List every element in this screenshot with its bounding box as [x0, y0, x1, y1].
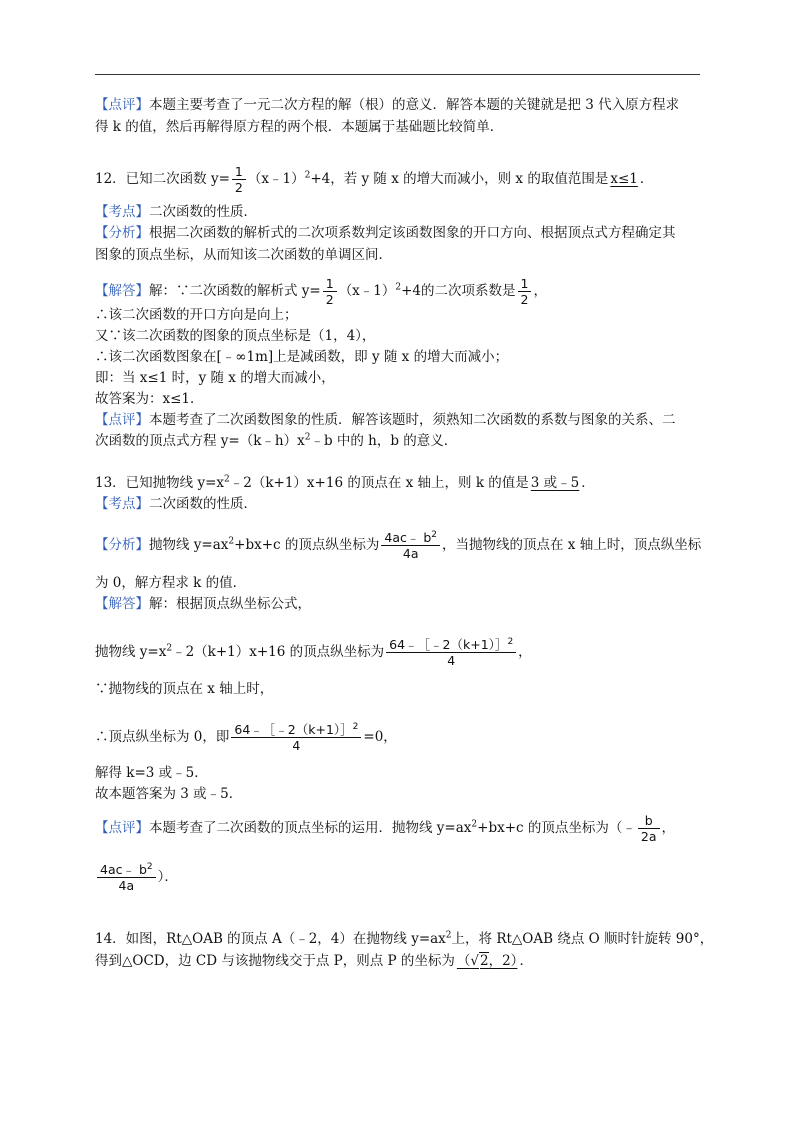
q13-fenxi-2: 为 0，解方程求 k 的值．	[95, 575, 247, 591]
q12-comment-2: 次函数的顶点式方程 $y=(k﹣h)x^2﹣b$ 中的 h，b 的意义．	[95, 432, 458, 449]
q11-comment-line-1: 【点评】本题主要考查了一元二次方程的解（根）的意义．解答本题的关键就是把 3 代入原方程求	[95, 97, 680, 113]
q12-fenxi-1: 【分析】根据二次函数的解析式的二次项系数判定该函数图象的开口方向、根据顶点式方程确定其	[95, 225, 676, 241]
q13-line-4: 解得 k=3 或﹣5．	[95, 765, 208, 781]
q12-stem: 12．已知二次函数 y= $\frac{1}{2}$ （x﹣1）$^2$+4，若 y 随 x 的增大而减小，则 x 的取值范围是 x≤1 ．	[95, 164, 654, 195]
q12-line-2: 又∵该二次函数的图象的顶点坐标是（1，4），	[95, 328, 376, 344]
q12-fenxi-2: 图象的顶点坐标，从而知该二次函数的单调区间．	[95, 247, 392, 263]
q12-line-3: ∴该二次函数图象在[﹣∞1m]上是减函数，即 y 随 x 的增大而减小；	[95, 349, 509, 365]
q13-line-3: ∴顶点纵坐标为 0，即 $\frac{64﹣[﹣2(k+1)]^2}{4}$ =0，	[95, 721, 397, 753]
fraction: $\frac{4ac﹣ b^2}{4a}$	[381, 530, 440, 561]
answer-blank: （√2，2）	[456, 953, 518, 969]
kaodian-label: 【考点】	[95, 204, 149, 220]
q13-line-2: ∵抛物线的顶点在 x 轴上时，	[95, 681, 274, 697]
jieda-label: 【解答】	[95, 283, 149, 299]
comment-label: 【点评】	[95, 820, 149, 836]
q13-comment-2: $\frac{4ac﹣ b^2}{4a}$ ）．	[95, 862, 178, 893]
q13-jieda: 【解答】解：根据顶点纵坐标公式，	[95, 596, 311, 612]
fraction: $\frac{4ac﹣ b^2}{4a}$	[97, 862, 156, 893]
jieda-label: 【解答】	[95, 596, 149, 612]
q12-line-4: 即：当 x≤1 时，y 随 x 的增大而减小，	[95, 370, 335, 386]
fraction: $\frac{1}{2}$	[518, 276, 532, 307]
q13-line-1: 抛物线 $y=x^2﹣2(k+1)x+16$ 的顶点纵坐标为 $\frac{64﹣[﹣2(k+1)]^2}{4}$ ，	[95, 636, 532, 668]
q12-comment-1: 【点评】本题考查了二次函数图象的性质．解答该题时，须熟知二次函数的系数与图象的关系、二	[95, 412, 676, 428]
fraction: $\frac{64﹣[﹣2(k+1)]^2}{4}$	[386, 637, 516, 668]
q12-line-1: ∴该二次函数的开口方向是向上；	[95, 307, 298, 323]
fenxi-label: 【分析】	[95, 537, 149, 553]
q13-fenxi-1: 【分析】抛物线 $y=ax^2+bx+c$ 的顶点纵坐标为 $\frac{4ac﹣ b^2}{4a}$ ，当抛物线的顶点在 x 轴上时，顶点纵坐标	[95, 529, 702, 561]
comment-label: 【点评】	[95, 97, 149, 113]
fenxi-label: 【分析】	[95, 225, 149, 241]
q13-comment-1: 【点评】本题考查了二次函数的顶点坐标的运用．抛物线 $y=ax^2+bx+c$ 的顶点坐标为（﹣ $\frac{b}{2a}$ ，	[95, 813, 675, 844]
q12-jieda: 【解答】解：∵二次函数的解析式 y= $\frac{1}{2}$ （x﹣1）$^2$+4的二次项系数是 $\frac{1}{2}$ ，	[95, 276, 547, 307]
fraction: $\frac{1}{2}$	[232, 164, 246, 195]
q14-stem-1: 14．如图，Rt△OAB 的顶点 A（﹣2，4）在抛物线 $y=ax^2$上，将 Rt△OAB 绕点 O 顺时针旋转 90°，	[95, 930, 714, 947]
answer-blank: x≤1	[610, 171, 638, 187]
header-rule	[95, 74, 700, 75]
kaodian-label: 【考点】	[95, 496, 149, 512]
fraction: $\frac{1}{2}$	[323, 276, 337, 307]
q14-stem-2: 得到△OCD，边 CD 与该抛物线交于点 P，则点 P 的坐标为 （√2，2） ．	[95, 953, 533, 969]
answer-blank: 3 或﹣5	[530, 475, 580, 491]
q13-stem: 13．已知抛物线 $y=x^2﹣2(k+1)x+16$ 的顶点在 x 轴上，则 k 的值是 3 或﹣5 ．	[95, 474, 595, 491]
fraction: $\frac{64﹣[﹣2(k+1)]^2}{4}$	[231, 722, 361, 753]
fraction: $\frac{b}{2a}$	[638, 813, 660, 844]
q13-kaodian: 【考点】二次函数的性质．	[95, 496, 257, 512]
q13-line-5: 故本题答案为 3 或﹣5．	[95, 786, 243, 802]
comment-label: 【点评】	[95, 412, 149, 428]
q12-kaodian: 【考点】二次函数的性质．	[95, 204, 257, 220]
q12-line-5: 故答案为：x≤1．	[95, 391, 204, 407]
q11-comment-line-2: 得 k 的值，然后再解得原方程的两个根．本题属于基础题比较简单．	[95, 119, 504, 135]
